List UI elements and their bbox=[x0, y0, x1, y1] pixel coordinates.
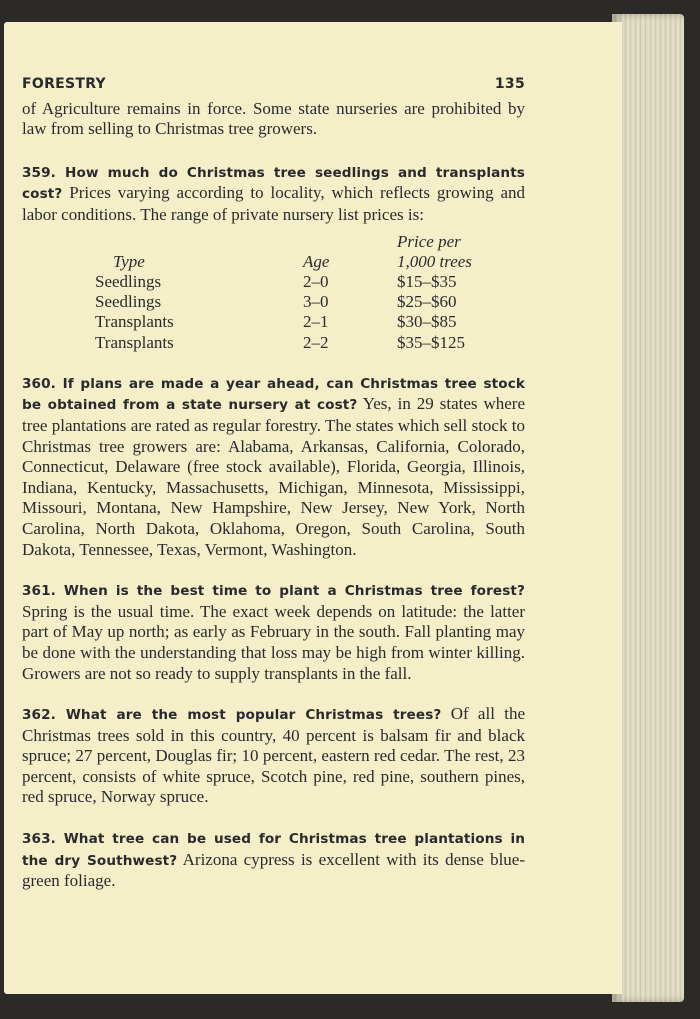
qa-363 bbox=[22, 828, 525, 892]
question-360: 360. If plans are made a year ahead, can Christmas tree stock be obtained from a state nursery at cost? bbox=[22, 375, 525, 414]
cell-price: $30–$85 bbox=[397, 312, 457, 332]
qa-361 bbox=[22, 580, 525, 684]
answer-361: Spring is the usual time. The exact week depends on latitude: the latter part of May up north; as early as February in the south. Fall planting may be done with the understanding that loss may be high from winter killing. Growers are not so ready to supply transplants in the fall. bbox=[22, 601, 525, 683]
intro-paragraph: of Agriculture remains in force. Some state nurseries are prohibited by law from selling to Christmas tree growers. bbox=[22, 98, 525, 139]
question-363: 363. What tree can be used for Christmas tree plantations in the dry Southwest? bbox=[22, 831, 525, 869]
page-number: 135 bbox=[494, 76, 525, 92]
cell-age: 2–0 bbox=[303, 271, 329, 291]
qa-359 bbox=[22, 162, 525, 226]
page-edges bbox=[612, 14, 684, 1002]
answer-363: Arizona cypress is excellent with its dense blue-green foliage. bbox=[22, 849, 525, 891]
cell-price: $25–$60 bbox=[397, 292, 457, 312]
question-361: 361. When is the best time to plant a Christmas tree forest? bbox=[22, 583, 525, 600]
price-table-header bbox=[95, 232, 517, 272]
answer-362: Of all the Christmas trees sold in this country, 40 percent is balsam fir and black spruce; 27 percent, Douglas fir; 10 percent, eastern red cedar. The rest, 23 percent, consists of white spruce, Scotch pine, red pine, southern pines, red spruce, Norway spruce. bbox=[22, 704, 526, 807]
answer-360: Yes, in 29 states where tree plantations are rated as regular forestry. The states which sell stock to Christmas tree growers are: Alabama, Arkansas, California, Colorado, Connecticut, Delaware (free stock available), Florida, Georgia, Illinois, Indiana, Kentucky, Massachusetts, Michigan, Minnesota, Mississippi, Missouri, Montana, New Hampshire, New Jersey, New York, North Carolina, North Dakota, Oklahoma, Oregon, South Carolina, South Dakota, Tennessee, Texas, Vermont, Washington. bbox=[22, 394, 525, 559]
page-content bbox=[22, 74, 525, 912]
table-row bbox=[95, 292, 517, 312]
answer-359: Prices varying according to locality, which reflects growing and labor conditions. The range of private nursery list prices is: bbox=[22, 183, 525, 224]
table-row bbox=[95, 312, 517, 332]
cell-age: 3–0 bbox=[303, 292, 329, 312]
section-title: FORESTRY bbox=[22, 76, 106, 92]
question-362: 362. What are the most popular Christmas trees? bbox=[22, 707, 442, 724]
cell-age: 2–1 bbox=[303, 312, 329, 332]
cell-price: $35–$125 bbox=[397, 332, 465, 352]
cell-type: Transplants bbox=[95, 312, 174, 332]
header-price bbox=[397, 232, 517, 272]
cell-type: Seedlings bbox=[95, 292, 162, 312]
cell-type: Transplants bbox=[95, 332, 174, 352]
table-row bbox=[95, 272, 517, 292]
question-359: 359. How much do Christmas tree seedlings and transplants cost? bbox=[22, 164, 525, 203]
cell-age: 2–2 bbox=[303, 332, 329, 352]
header-price-line2: 1,000 trees bbox=[397, 251, 472, 271]
table-row bbox=[95, 333, 517, 353]
header-age: Age bbox=[303, 251, 330, 271]
qa-360 bbox=[22, 373, 525, 560]
header-price-line1: Price per bbox=[397, 231, 461, 251]
header-type: Type bbox=[113, 251, 145, 271]
cell-price: $15–$35 bbox=[397, 271, 457, 291]
qa-362 bbox=[22, 704, 525, 808]
running-head bbox=[22, 74, 525, 95]
cell-type: Seedlings bbox=[95, 271, 162, 291]
price-table bbox=[95, 232, 517, 353]
